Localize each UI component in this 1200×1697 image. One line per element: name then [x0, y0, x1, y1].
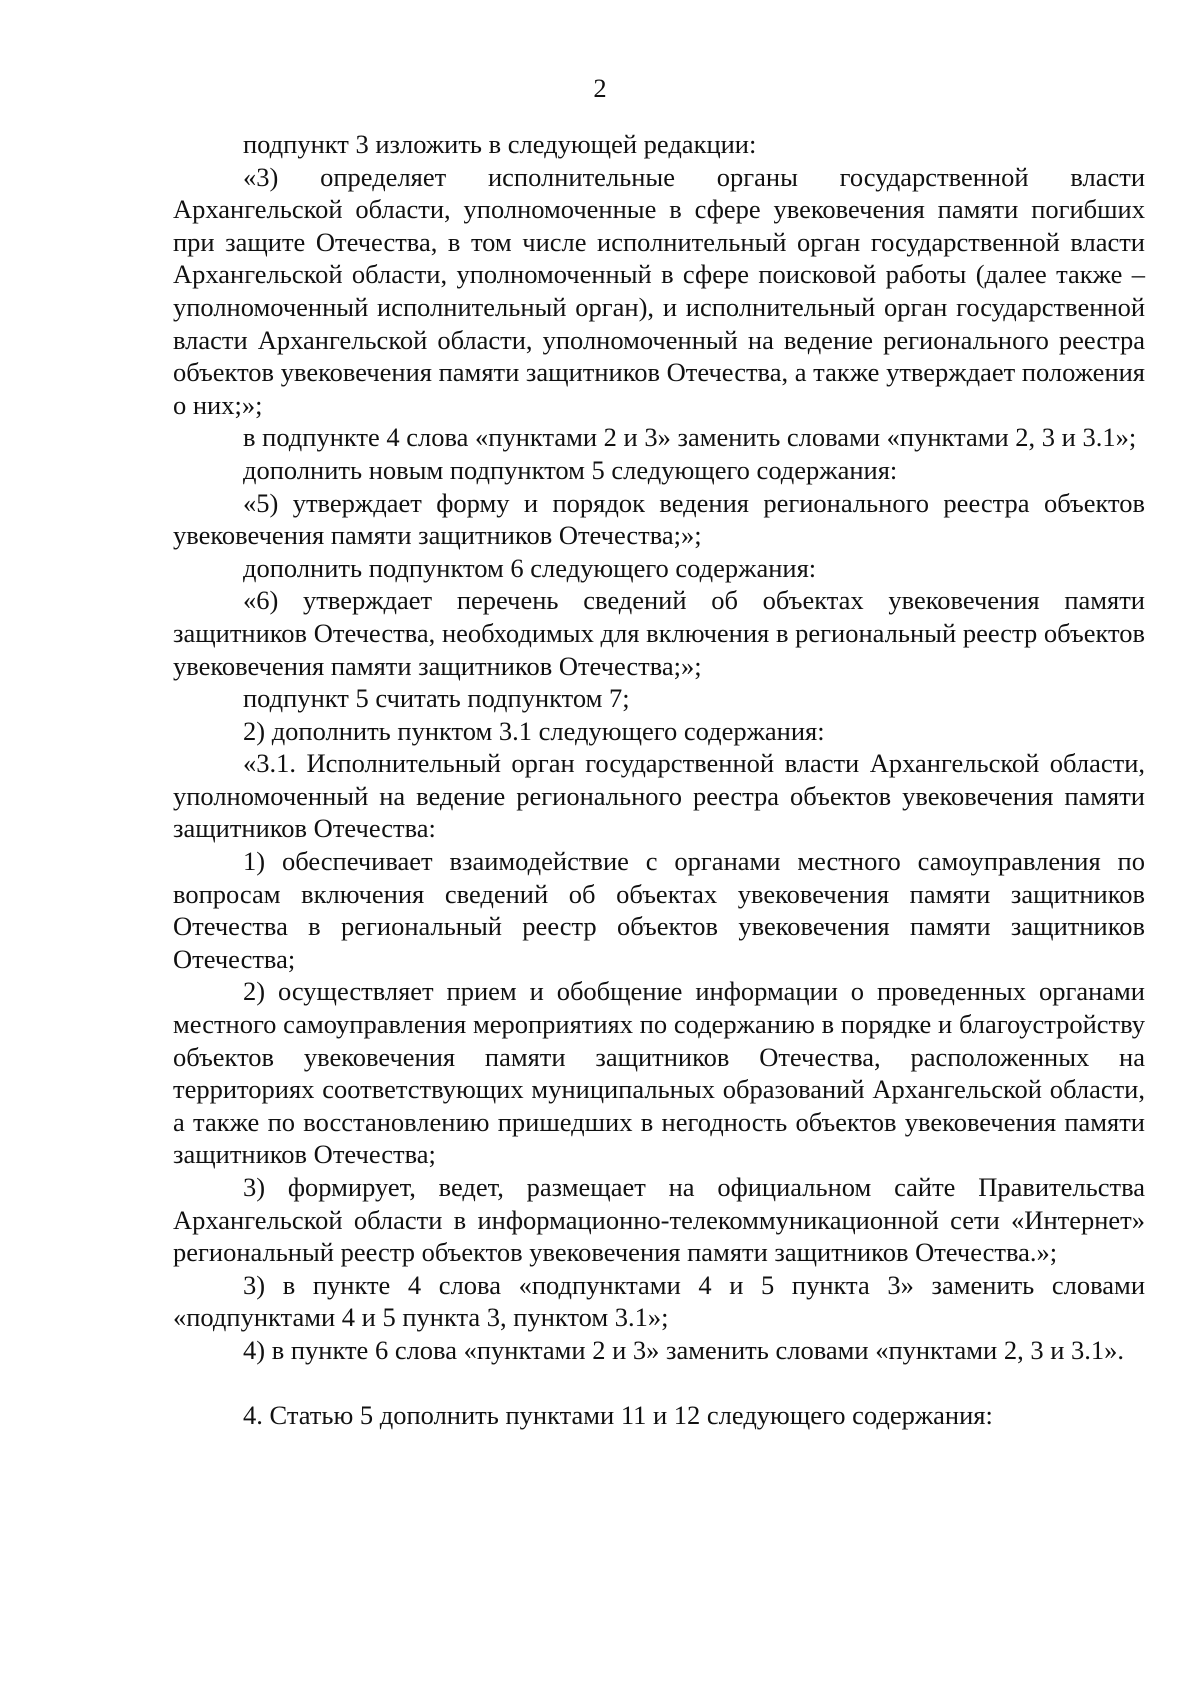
paragraph-add-subpoint-6: дополнить подпунктом 6 следующего содержания: [243, 552, 817, 583]
paragraph-article-5-addition: 4. Статью 5 дополнить пунктами 11 и 12 следующего содержания: [243, 1400, 993, 1431]
paragraph-point-3-1-text: «3.1. Исполнительный орган государственной власти Архангельской области, уполномоченный на ведение регионального реестра объектов увековечения памяти защитников Отечества: [173, 748, 1145, 844]
page-number: 2 [593, 73, 607, 103]
paragraph-subpoint-6-text: «6) утверждает перечень сведений об объектах увековечения памяти защитников Отечества, необходимых для включения в региональный реестр объектов увековечения памяти защитников Отечества;»; [173, 585, 1145, 681]
paragraph-item-3: 3) формирует, ведет, размещает на официальном сайте Правительства Архангельской области в информационно-телекоммуникационной сети «Интернет» региональный реестр объектов увековечения памяти защитников Отечества.»; [173, 1172, 1145, 1268]
document-body [173, 128, 1145, 1432]
paragraph-item-2: 2) осуществляет прием и обобщение информации о проведенных органами местного самоуправления мероприятиях по содержанию в порядке и благоустройству объектов увековечения памяти защитников Отечества, расположенных на территориях соответствующих муниципальных образований Архангельской области, а также по восстановлению пришедших в негодность объектов увековечения памяти защитников Отечества; [173, 976, 1145, 1170]
paragraph-point-4-change: 3) в пункте 4 слова «подпунктами 4 и 5 пункта 3» заменить словами «подпунктами 4 и 5 пункта 3, пунктом 3.1»; [173, 1269, 1145, 1333]
paragraph-add-point-3-1: 2) дополнить пунктом 3.1 следующего содержания: [243, 715, 825, 746]
paragraph-subpoint-3-intro: подпункт 3 изложить в следующей редакции: [243, 129, 757, 159]
paragraph-item-1: 1) обеспечивает взаимодействие с органами местного самоуправления по вопросам включения сведений об объектах увековечения памяти защитников Отечества в региональный реестр объектов увековечения памяти защитников Отечества; [173, 846, 1145, 974]
paragraph-add-subpoint-5: дополнить новым подпунктом 5 следующего содержания: [243, 454, 898, 485]
paragraph-point-6-change: 4) в пункте 6 слова «пунктами 2 и 3» заменить словами «пунктами 2, 3 и 3.1». [243, 1334, 1125, 1365]
paragraph-subpoint-4-change: в подпункте 4 слова «пунктами 2 и 3» заменить словами «пунктами 2, 3 и 3.1»; [243, 422, 1137, 453]
paragraph-subpoint-3-text: «3) определяет исполнительные органы государственной власти Архангельской области, уполномоченные в сфере увековечения памяти погибших при защите Отечества, в том числе исполнительный орган государственной власти Архангельской области, уполномоченный в сфере поисковой работы (далее также – уполномоченный исполнительный орган), и исполнительный орган государственной власти Архангельской области, уполномоченный на ведение регионального реестра объектов увековечения памяти защитников Отечества, а также утверждает положения о них;»; [173, 161, 1145, 420]
paragraph-subpoint-5-text: «5) утверждает форму и порядок ведения регионального реестра объектов увековечения памяти защитников Отечества;»; [173, 487, 1145, 551]
paragraph-renumber-subpoint: подпункт 5 считать подпунктом 7; [243, 683, 630, 714]
